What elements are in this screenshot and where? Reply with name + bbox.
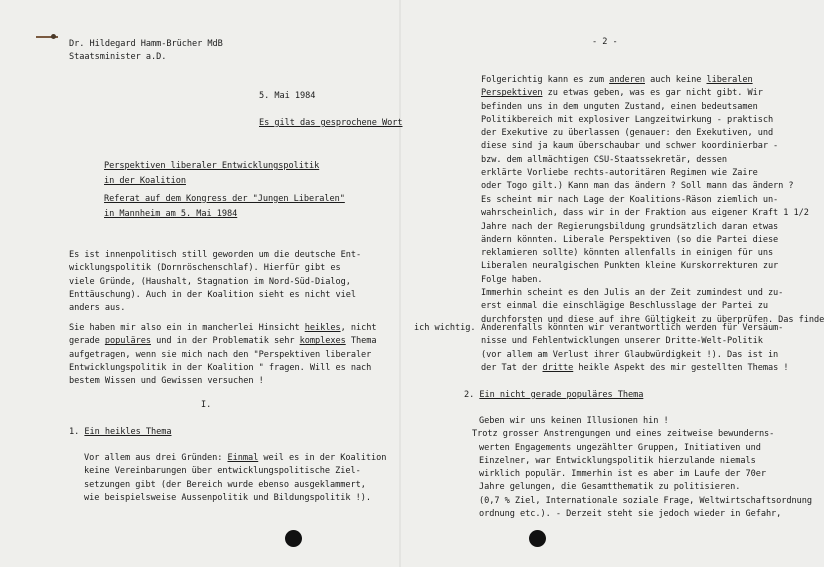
section-1-title: Ein heikles Thema bbox=[84, 427, 172, 437]
title-line-1: Perspektiven liberaler Entwicklungspolitik bbox=[104, 161, 320, 171]
punch-hole-right bbox=[529, 530, 546, 547]
section-1-number: 1. bbox=[69, 427, 80, 437]
paragraph-reasons: Vor allem aus drei Gründen: Einmal weil es in der Koalition keine Vereinbarungen über entwicklungspolitische Ziel- setzungen gibt (der Bereich wurde ebenso ausgeklammert, wie beispielsweise Aussenpolitik und Bildungspolitik !). bbox=[84, 453, 387, 503]
roman-numeral: I. bbox=[201, 400, 212, 410]
section-2-heading bbox=[464, 389, 643, 402]
paragraph-topic: Sie haben mir also ein in mancherlei Hinsicht heikles, nicht gerade populäres und in der Problematik sehr komplexes Thema aufgetragen, wenn sie mich nach den "Perspektiven liberaler Entwicklungspolitik in der Koalition " fragen. Will es nach bestem Wissen und Gewissen versuchen ! bbox=[69, 323, 377, 387]
paragraph-coalition-tail: Anderenfalls könnten wir verantwortlich werden für Versäum- nisse und Fehlentwicklungen unserer Dritte-Welt-Politik (vor allem am Verlust ihrer Glaubwürdigkeit !). Das ist in der Tat der dritte heikle Aspekt des mir gestellten Themas ! bbox=[481, 323, 789, 373]
speech-title bbox=[104, 160, 345, 221]
margin-note: ich wichtig. bbox=[414, 323, 476, 333]
page-number: - 2 - bbox=[592, 37, 618, 47]
title-line-2: in der Koalition bbox=[104, 176, 186, 187]
paragraph-coalition: Es scheint mir nach Lage der Koalitions-Räson ziemlich un- wahrscheinlich, dass wir in der Fraktion aus eigener Kraft 1 1/2 Jahre nach der Regierungsbildung grundsätzlich daran etwas ändern könnten. Liberale Perspektiven (so die Partei diese reklamieren sollte) könnten allenfalls in einigen für uns Liberalen neuralgischen Punkten kleine Kurskorrekturen zur Folge haben. Immerhin scheint es den Julis an der Zeit zumindest und zu- erst einmal die einschlägige Beschlusslage der Partei zu durchforsten und diese auf ihre Gültigkeit zu überprüfen. Das finde bbox=[481, 195, 824, 325]
paragraph-perspectives: Folgerichtig kann es zum anderen auch keine liberalen Perspektiven zu etwas geben, was es gar nicht gibt. Wir befinden uns in dem unguten Zustand, einen bedeutsamen Politikbereich mit explosiver Langzeitwirkung - praktisch der Exekutive zu überlassen (genauer: den Exekutiven, und diese sind ja kaum überschaubar und schwer koordinierbar - bzw. dem allmächtigen CSU-Staatssekretär, dessen erklärte Vorliebe rechts-autoritären Regimen wie Zaire oder Togo gilt.) Kann man das ändern ? Soll mann das ändern ? bbox=[481, 75, 794, 192]
speech-note-text: Es gilt das gesprochene Wort bbox=[259, 118, 403, 128]
speech-note bbox=[259, 117, 402, 130]
page-fold bbox=[399, 0, 401, 567]
author-name: Dr. Hildegard Hamm-Brücher MdB bbox=[69, 39, 223, 49]
ink-spot bbox=[51, 34, 56, 39]
author-block bbox=[69, 38, 223, 65]
author-title: Staatsminister a.D. bbox=[69, 52, 167, 63]
paragraph-popularity: Geben wir uns keinen Illusionen hin ! Trotz grosser Anstrengungen und eines zeitweise bewunderns- werten Engagements ungezählter Gruppen, Initiativen und Einzelner, war Entwicklungspolitik hierzulande niemals wirklich populär. Immerhin ist es aber im Laufe der 70er Jahre gelungen, die Gesamtthematik zu politisieren. (0,7 % Ziel, Internationale soziale Frage, Weltwirtschaftsordnung ordnung etc.). - Derzeit steht sie jedoch wieder in Gefahr, bbox=[472, 416, 813, 520]
subtitle-line-1: Referat auf dem Kongress der "Jungen Liberalen" bbox=[104, 193, 345, 204]
subtitle-line-2: in Mannheim am 5. Mai 1984 bbox=[104, 208, 238, 219]
section-1-heading bbox=[69, 426, 171, 439]
paragraph-intro: Es ist innenpolitisch still geworden um die deutsche Ent- wicklungspolitik (Dornröschenschlaf). Hierfür gibt es viele Gründe, (Haushalt, Stagnation im Nord-Süd-Dialog, Enttäuschung). Auch in der Koalition sieht es nicht viel anders aus. bbox=[69, 250, 362, 314]
section-2-number: 2. bbox=[464, 390, 475, 400]
speech-date: 5. Mai 1984 bbox=[259, 91, 316, 101]
section-2-title: Ein nicht gerade populäres Thema bbox=[479, 390, 644, 400]
punch-hole-left bbox=[285, 530, 302, 547]
